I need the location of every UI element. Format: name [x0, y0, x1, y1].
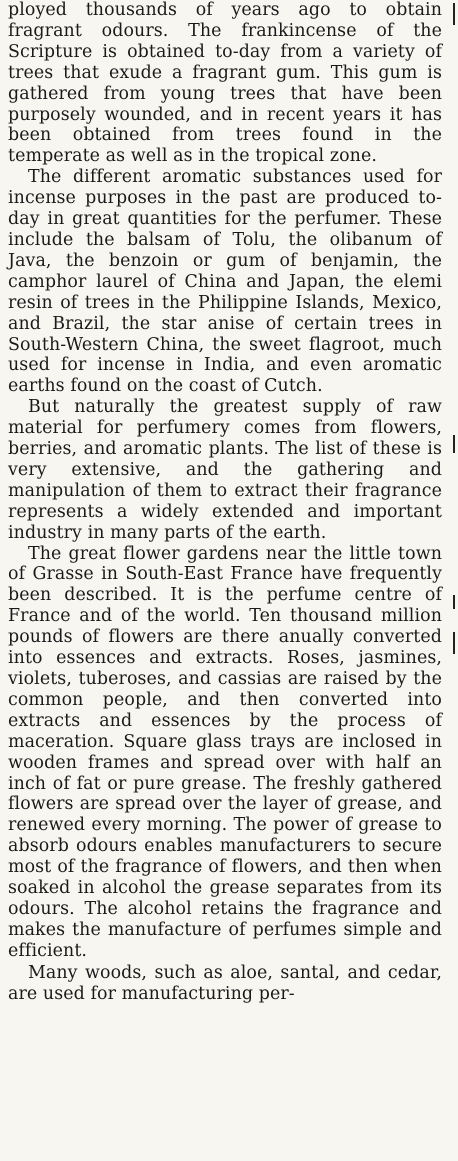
- paragraph-4: The great flower gardens near the little town of Grasse in South-East France have frequently been described. It is the perfume centre of France and of the world. Ten thousand million pounds of flowers are there anually converted into essences and extracts. Roses, jasmines, violets, tuberoses, and cassias are raised by the common people, and then converted into extracts and essences by the process of maceration. Square glass trays are inclosed in wooden frames and spread over with half an inch of fat or pure grease. The freshly gathered flowers are spread over the layer of grease, and renewed every morning. The power of grease to absorb odours enables manufacturers to secure most of the fragrance of flowers, and then when soaked in alcohol the grease separates from its odours. The alcohol retains the fragrance and makes the manufacture of perfumes simple and efficient.: [8, 543, 442, 961]
- paragraph-3: But naturally the greatest supply of raw material for perfumery comes from flowers, berries, and aromatic plants. The list of these is very extensive, and the gathering and manipulation of them to extract their fragrance represents a widely extended and important industry in many parts of the earth.: [8, 397, 442, 543]
- paragraph-2: The different aromatic substances used for incense purposes in the past are produced to-day in great quantities for the perfumer. These include the balsam of Tolu, the olibanum of Java, the benzoin or gum of benjamin, the camphor laurel of China and Japan, the elemi resin of trees in the Philippine Islands, Mexico, and Brazil, the star anise of certain trees in South-Western China, the sweet flagroot, much used for incense in India, and even aromatic earths found on the coast of Cutch.: [8, 167, 442, 397]
- paragraph-1: ployed thousands of years ago to obtain fragrant odours. The frankincense of the Scripture is obtained to-day from a variety of trees that exude a fragrant gum. This gum is gathered from young trees that have been purposely wounded, and in recent years it has been obtained from trees found in the temperate as well as in the tropical zone.: [8, 0, 442, 167]
- paragraph-5: Many woods, such as aloe, santal, and cedar, are used for manufacturing per-: [8, 962, 442, 1004]
- column-edge-mark: [453, 632, 455, 654]
- column-edge-mark: [453, 595, 455, 609]
- column-edge-mark: [453, 3, 455, 25]
- column-edge-mark: [453, 435, 455, 453]
